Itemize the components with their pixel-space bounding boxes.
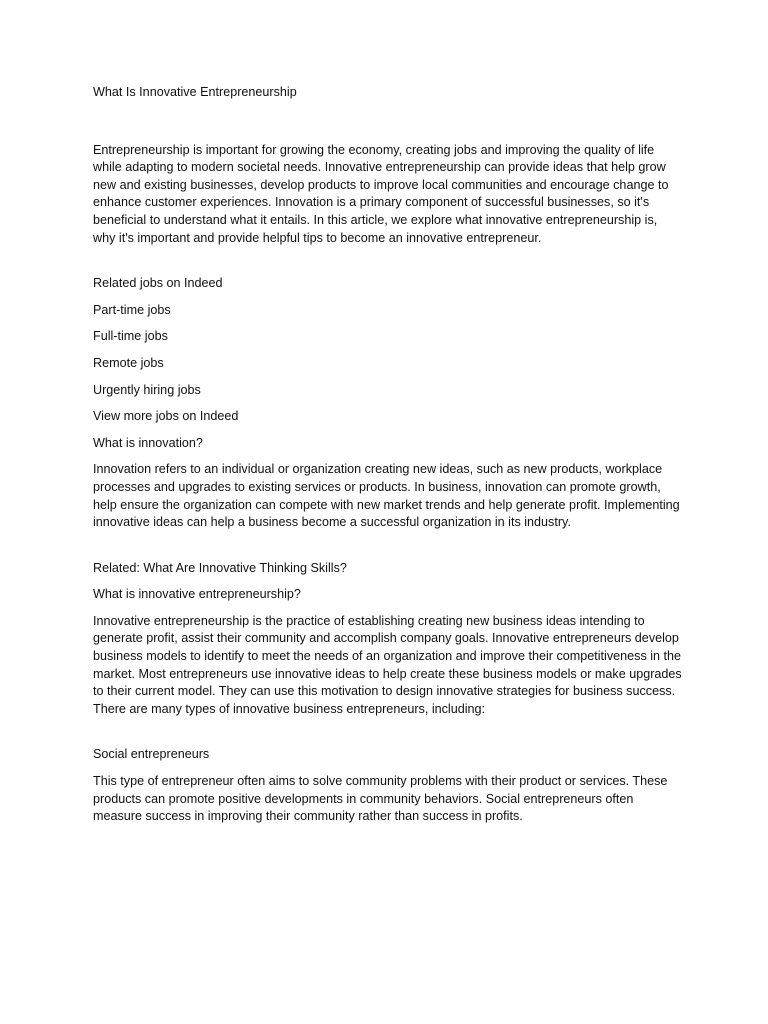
related-link: Related: What Are Innovative Thinking Skills? <box>93 560 347 575</box>
social-entrepreneurs-paragraph: This type of entrepreneur often aims to solve community problems with their product or services. These products can promote positive developments in community behaviors. Social entrepreneurs often measure success in improving their community rather than success in profits. <box>93 774 668 824</box>
innovative-entrepreneurship-paragraph: Innovative entrepreneurship is the practice of establishing creating new business ideas intending to generate profit, assist their community and accomplish company goals. Innovative entrepreneurs develop business models to identify to meet the needs of an organization and improve their competitiveness in the market. Most entrepreneurs use innovative ideas to help create these business models or make upgrades to their current model. They can use this motivation to design innovative strategies for business success. There are many types of innovative business entrepreneurs, including: <box>93 613 682 716</box>
innovation-heading: What is innovation? <box>93 435 203 450</box>
related-job-item: Urgently hiring jobs <box>93 382 201 397</box>
social-entrepreneurs-heading: Social entrepreneurs <box>93 747 210 762</box>
related-job-item: Part-time jobs <box>93 302 171 317</box>
innovation-paragraph: Innovation refers to an individual or organization creating new ideas, such as new products, workplace processes and upgrades to existing services or products. In business, innovation can promote growth, help ensure the organization can compete with new market trends and help generate profit. Implementing innovative ideas can help a business become a successful organization in its industry. <box>93 462 680 530</box>
related-job-item: Remote jobs <box>93 355 164 370</box>
related-job-item: Full-time jobs <box>93 329 168 344</box>
document-body <box>93 84 683 826</box>
related-jobs-heading: Related jobs on Indeed <box>93 276 223 291</box>
related-job-item: View more jobs on Indeed <box>93 409 239 424</box>
document-title: What Is Innovative Entrepreneurship <box>93 85 297 99</box>
innovative-entrepreneurship-heading: What is innovative entrepreneurship? <box>93 587 301 602</box>
intro-paragraph: Entrepreneurship is important for growing the economy, creating jobs and improving the quality of life while adapting to modern societal needs. Innovative entrepreneurship can provide ideas that help grow new and existing businesses, develop products to improve local communities and encourage change to enhance customer experiences. Innovation is a primary component of successful businesses, so it's beneficial to understand what it entails. In this article, we explore what innovative entrepreneurship is, why it's important and provide helpful tips to become an innovative entrepreneur. <box>93 142 669 245</box>
